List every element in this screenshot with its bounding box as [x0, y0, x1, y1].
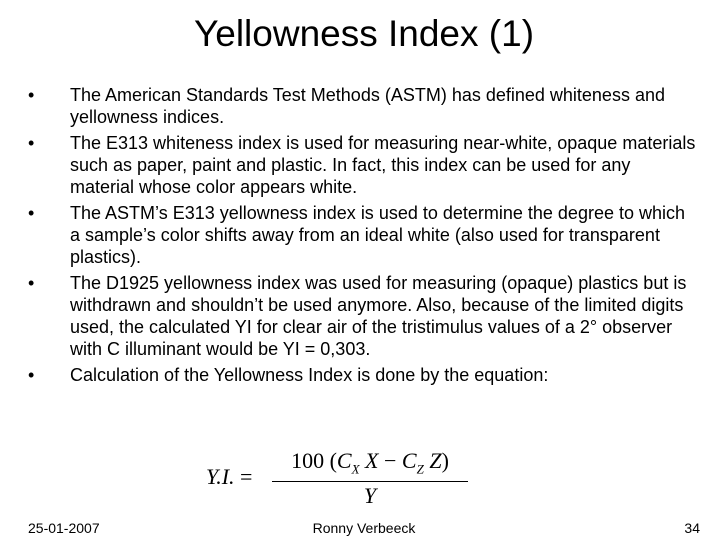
footer-date: 25-01-2007 — [28, 520, 100, 536]
equation-equals-sign: = — [240, 464, 253, 489]
bullet-text: The ASTM’s E313 yellowness index is used to determine the degree to which a sample’s color shifts away from an ideal white (also used for transparent plastics). — [70, 203, 686, 267]
bullet-marker: • — [28, 365, 35, 385]
footer-author: Ronny Verbeeck — [312, 520, 416, 536]
equation-lhs — [206, 464, 252, 490]
bullet-list — [28, 84, 698, 390]
equation-numerator — [272, 448, 468, 477]
bullet-marker: • — [28, 203, 35, 223]
coefficient-cx: C — [336, 448, 352, 473]
bullet-item — [28, 364, 698, 386]
equation-denominator: Y — [363, 483, 377, 508]
variable-x: X — [365, 448, 379, 473]
bullet-item — [28, 84, 698, 128]
coefficient-cz: C — [401, 448, 417, 473]
bullet-item — [28, 132, 698, 198]
equation-lhs-symbol: Y.I. — [206, 464, 235, 489]
bullet-marker: • — [28, 133, 35, 153]
bullet-item — [28, 272, 698, 360]
fraction-bar — [272, 481, 468, 482]
footer-page-number: 34 — [684, 520, 700, 536]
coefficient-cx-subscript: X — [351, 461, 360, 477]
numerator-open-paren: ( — [329, 448, 337, 473]
variable-z: Z — [429, 448, 442, 473]
bullet-text: The E313 whiteness index is used for measuring near-white, opaque materials such as paper, paint and plastic. In fact, this index can be used for any material whose color appears white. — [70, 133, 696, 197]
bullet-text: The D1925 yellowness index was used for measuring (opaque) plastics but is withdrawn and shouldn’t be used anymore. Also, because of the limited digits used, the calculated YI for clear air of the tristimulus values of a 2° observer with C illuminant would be YI = 0,303. — [70, 273, 687, 359]
numerator-close-paren: ) — [441, 448, 449, 473]
bullet-text: The American Standards Test Methods (ASTM) has defined whiteness and yellowness indices. — [70, 85, 665, 127]
minus-sign: − — [384, 448, 397, 473]
bullet-item — [28, 202, 698, 268]
slide-title: Yellowness Index (1) — [193, 13, 535, 54]
bullet-text: Calculation of the Yellowness Index is done by the equation: — [70, 365, 549, 385]
bullet-marker: • — [28, 273, 35, 293]
coefficient-cz-subscript: Z — [416, 461, 424, 477]
bullet-marker: • — [28, 85, 35, 105]
numerator-coefficient: 100 — [291, 448, 325, 473]
